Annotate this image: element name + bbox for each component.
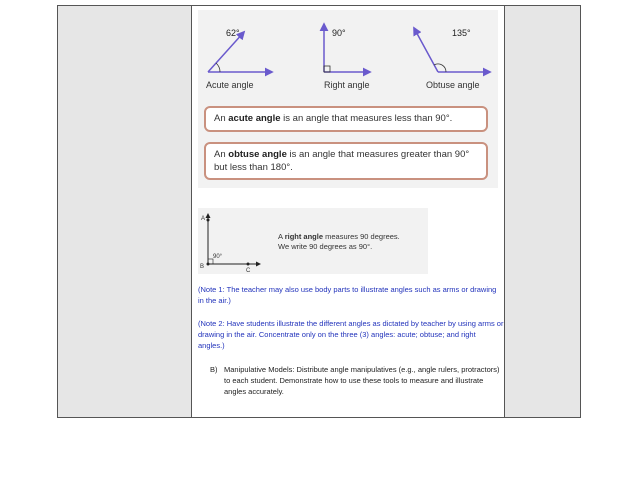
obtuse-def-prefix: An: [214, 149, 229, 160]
right-angle-xy-diagram: [198, 208, 278, 274]
right-degree-label: 90°: [332, 28, 346, 38]
right-angle-description: [278, 232, 400, 252]
right-angle-diagram: [324, 24, 370, 72]
right-degree-mark: 90°: [213, 254, 223, 260]
point-a-label: A: [201, 216, 206, 222]
rf-text-term: right angle: [284, 232, 324, 241]
acute-angle-label: Acute angle: [206, 80, 254, 90]
acute-definition-box: [204, 106, 488, 132]
rf-text-prefix: A: [278, 232, 285, 241]
content-column: [192, 6, 506, 417]
lesson-table: [57, 5, 581, 418]
item-b-text: Manipulative Models: Distribute angle manipulatives (e.g., angle rulers, protractors) to each student. Demonstrate how to use these tools to measure and illustrate angles accurately.: [224, 365, 500, 396]
right-angle-figure: [198, 208, 428, 274]
note-2: (Note 2: Have students illustrate the different angles as dictated by teacher by using arms or drawing in the air. Concentrate only on the three (3) angles: acute; obtuse; and right angles.): [198, 319, 504, 350]
rf-text-line2: We write 90 degrees as 90°.: [278, 242, 373, 251]
acute-def-term: acute angle: [228, 113, 281, 124]
point-b-label: B: [200, 264, 205, 270]
right-column: [504, 6, 580, 417]
obtuse-def-suffix: is an angle that measures greater than 90° but less than 180°.: [214, 149, 470, 173]
acute-angle-diagram: [208, 32, 272, 72]
rf-text-suffix: measures 90 degrees.: [323, 232, 400, 241]
item-b-marker: B): [210, 365, 218, 374]
point-c-label: C: [246, 268, 251, 274]
right-angle-label: Right angle: [324, 80, 370, 90]
acute-def-suffix: is an angle that measures less than 90°.: [280, 113, 453, 124]
acute-def-prefix: An: [214, 113, 229, 124]
obtuse-degree-label: 135°: [452, 28, 471, 38]
obtuse-angle-label: Obtuse angle: [426, 80, 480, 90]
obtuse-definition-box: [204, 142, 488, 180]
left-column: [58, 6, 192, 417]
manipulative-models-item: [210, 364, 500, 397]
obtuse-def-term: obtuse angle: [228, 149, 287, 160]
angle-types-figure: [198, 10, 498, 188]
note-1: (Note 1: The teacher may also use body parts to illustrate angles such as arms or drawing in the air.): [198, 285, 497, 305]
acute-degree-label: 62°: [226, 28, 240, 38]
